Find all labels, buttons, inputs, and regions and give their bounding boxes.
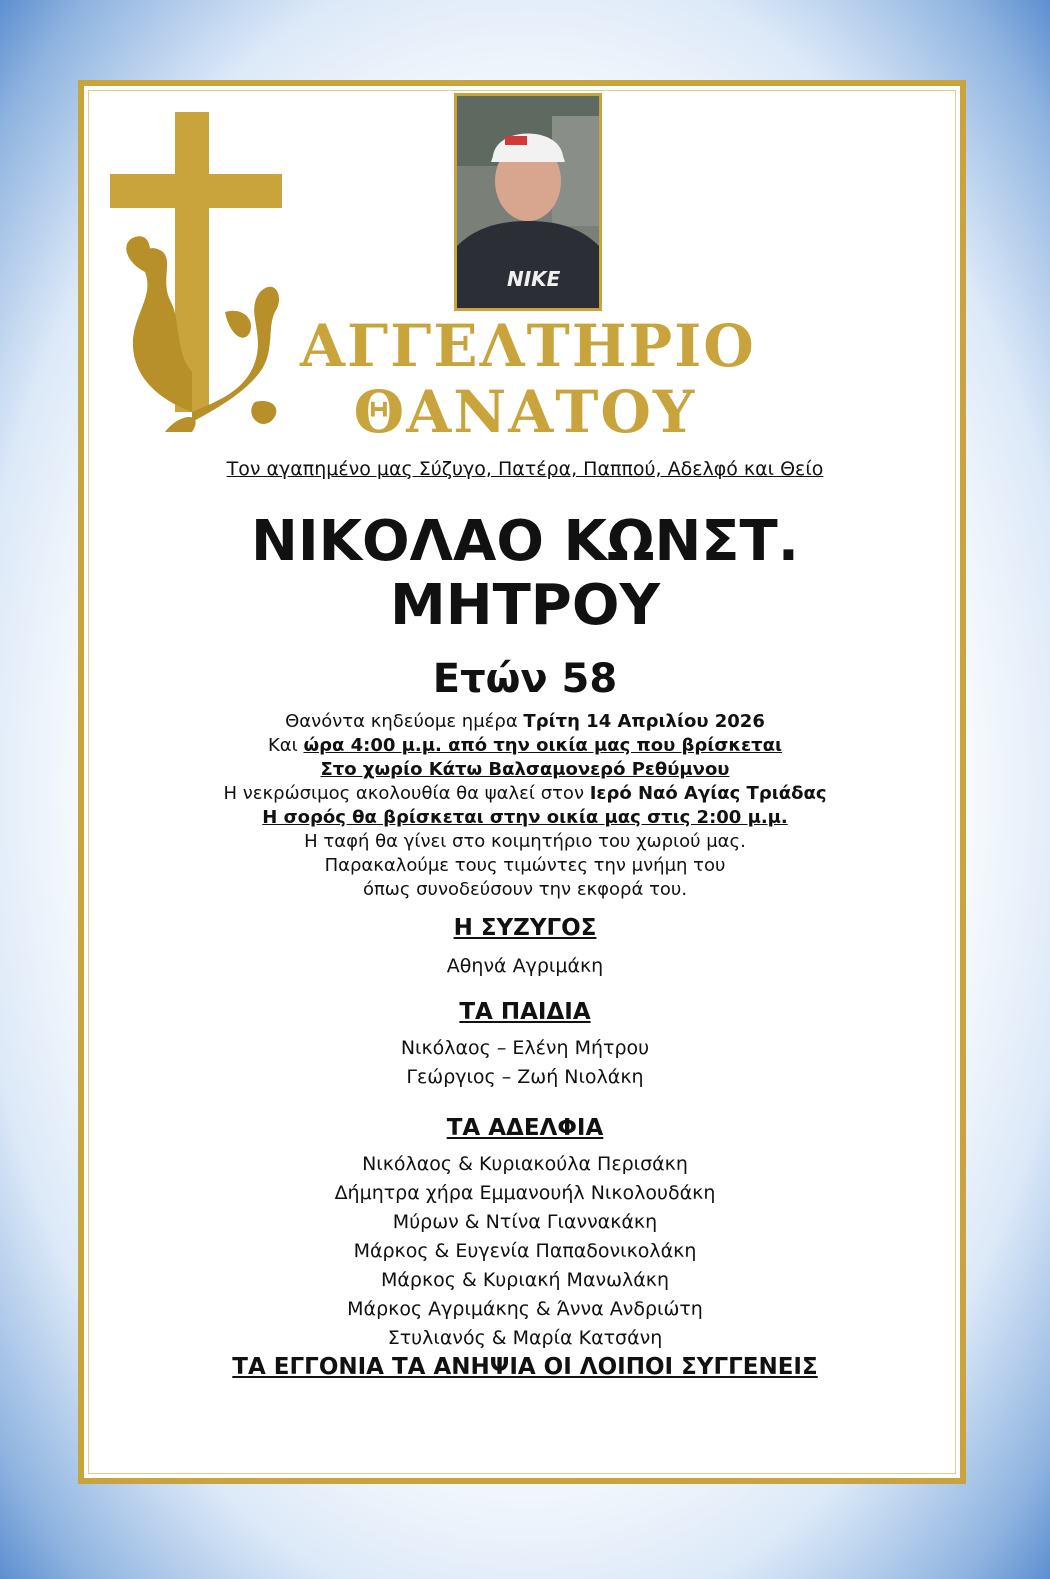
- deceased-age: Ετών 58: [432, 656, 618, 702]
- details-line-7: Παρακαλούμε τους τιμώντες την μνήμη του: [324, 855, 726, 876]
- portrait-photo: [454, 93, 602, 311]
- details-line-3: Στο χωρίο Κάτω Βαλσαμονερό Ρεθύμνου: [320, 759, 730, 780]
- children-heading: ΤΑ ΠΑΙΔΙΑ: [459, 999, 591, 1025]
- siblings-list: [100, 1150, 950, 1353]
- list-item: Γεώργιος – Ζωή Νιολάκη: [406, 1066, 644, 1088]
- details-line-1: Θανόντα κηδεύομε ημέρα Τρίτη 14 Απριλίου 2026: [285, 711, 765, 732]
- list-item: Μάρκος & Ευγενία Παπαδονικολάκη: [353, 1240, 697, 1262]
- children-list: [100, 1034, 950, 1092]
- spouse-heading: Η ΣΥΖΥΓΟΣ: [453, 915, 597, 941]
- closing-line: ΤΑ ΕΓΓΟΝΙΑ ΤΑ ΑΝΗΨΙΑ ΟΙ ΛΟΙΠΟΙ ΣΥΓΓΕΝΕΙΣ: [232, 1354, 818, 1380]
- siblings-heading: ΤΑ ΑΔΕΛΦΙΑ: [446, 1115, 604, 1141]
- list-item: Δήμητρα χήρα Εμμανουήλ Νικολουδάκη: [334, 1182, 716, 1204]
- title-line-1: ΑΓΓΕΛΤΗΡΙΟ: [300, 312, 756, 380]
- details-line-5: Η σορός θα βρίσκεται στην οικία μας στις 2:00 μ.μ.: [262, 807, 788, 828]
- spouse-list: [100, 952, 950, 981]
- gold-cross-icon: [105, 112, 295, 442]
- list-item: Μάρκος Αγριμάκης & Άννα Ανδριώτη: [347, 1298, 703, 1320]
- title-line-2: ΘΑΝΑΤΟΥ: [353, 378, 697, 446]
- list-item: Μάρκος & Κυριακή Μανωλάκη: [380, 1269, 670, 1291]
- details-line-4: Η νεκρώσιμος ακολουθία θα ψαλεί στον Ιερό Ναό Αγίας Τριάδας: [223, 783, 827, 804]
- details-line-8: όπως συνοδεύσουν την εκφορά του.: [362, 879, 688, 900]
- details-line-6: Η ταφή θα γίνει στο κοιμητήριο του χωριού μας.: [304, 831, 746, 852]
- list-item: Μύρων & Ντίνα Γιαννακάκη: [392, 1211, 658, 1233]
- intro-text: Τον αγαπημένο μας Σύζυγο, Πατέρα, Παππού, Αδελφό και Θείο: [226, 458, 824, 480]
- list-item: Νικόλαος & Κυριακούλα Περισάκη: [362, 1153, 688, 1175]
- list-item: Αθηνά Αγριμάκη: [446, 955, 604, 977]
- list-item: Στυλιανός & Μαρία Κατσάνη: [387, 1327, 663, 1349]
- details-line-2: Και ώρα 4:00 μ.μ. από την οικία μας που βρίσκεται: [267, 735, 783, 756]
- name-line-1: ΝΙΚΟΛΑΟ ΚΩΝΣΤ.: [250, 509, 800, 574]
- name-line-2: ΜΗΤΡΟΥ: [390, 573, 660, 638]
- funeral-details: [100, 710, 950, 902]
- deceased-name: [100, 510, 950, 638]
- list-item: Νικόλαος – Ελένη Μήτρου: [400, 1037, 650, 1059]
- shirt-logo-text: NIKE: [507, 267, 561, 291]
